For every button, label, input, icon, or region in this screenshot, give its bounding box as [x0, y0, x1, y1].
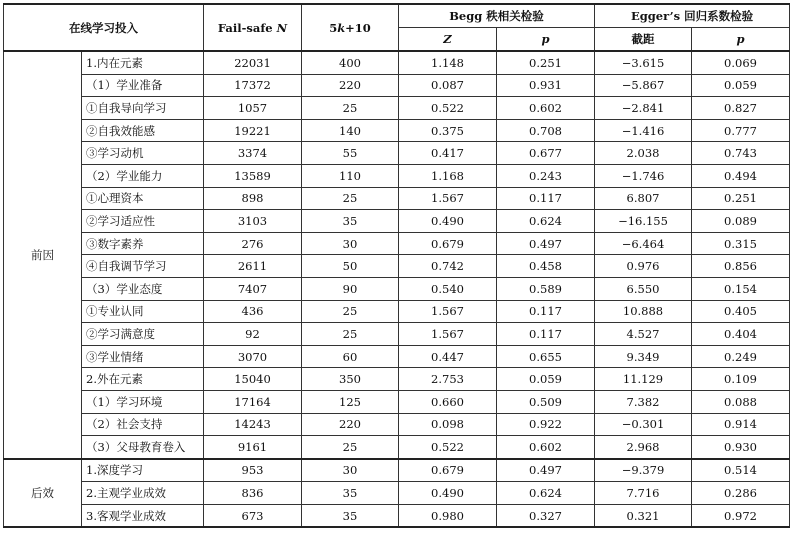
table-row [4, 482, 790, 505]
cell-fail-safe-n: 2611 [204, 255, 302, 278]
cell-egger-intercept: 6.550 [595, 277, 692, 300]
table-row [4, 459, 790, 482]
table-row [4, 300, 790, 323]
cell-5k-plus-10: 55 [302, 142, 399, 165]
header-5k-plus: +10 [345, 20, 371, 35]
cell-5k-plus-10: 35 [302, 504, 399, 527]
cell-5k-plus-10: 220 [302, 413, 399, 436]
cell-egger-p: 0.249 [692, 345, 790, 368]
table-row [4, 51, 790, 74]
cell-begg-z: 0.417 [399, 142, 497, 165]
cell-egger-p: 0.404 [692, 323, 790, 346]
cell-egger-intercept: 0.321 [595, 504, 692, 527]
cell-fail-safe-n: 13589 [204, 164, 302, 187]
cell-begg-p: 0.251 [497, 51, 595, 74]
table-row [4, 210, 790, 233]
table-row [4, 436, 790, 459]
table-row [4, 390, 790, 413]
cell-item: （2）学业能力 [82, 164, 204, 187]
cell-item: ②自我效能感 [82, 119, 204, 142]
cell-begg-z: 0.540 [399, 277, 497, 300]
header-online-learning-engagement: 在线学习投入 [4, 4, 204, 51]
cell-fail-safe-n: 3374 [204, 142, 302, 165]
cell-item: （3）父母教育卷入 [82, 436, 204, 459]
cell-begg-z: 0.447 [399, 345, 497, 368]
header-z: Z [399, 28, 497, 52]
cell-item: ②学习满意度 [82, 323, 204, 346]
cell-egger-p: 0.154 [692, 277, 790, 300]
cell-item: 2.主观学业成效 [82, 482, 204, 505]
cell-5k-plus-10: 25 [302, 97, 399, 120]
cell-egger-p: 0.914 [692, 413, 790, 436]
table-row [4, 74, 790, 97]
cell-egger-intercept: 6.807 [595, 187, 692, 210]
table-row [4, 164, 790, 187]
cell-egger-p: 0.405 [692, 300, 790, 323]
cell-egger-intercept: 10.888 [595, 300, 692, 323]
cell-begg-p: 0.117 [497, 323, 595, 346]
cell-begg-z: 1.168 [399, 164, 497, 187]
cell-fail-safe-n: 15040 [204, 368, 302, 391]
cell-egger-intercept: −2.841 [595, 97, 692, 120]
cell-5k-plus-10: 220 [302, 74, 399, 97]
table-row [4, 97, 790, 120]
cell-egger-intercept: −0.301 [595, 413, 692, 436]
cell-fail-safe-n: 17164 [204, 390, 302, 413]
cell-5k-plus-10: 25 [302, 300, 399, 323]
cell-item: ③数字素养 [82, 232, 204, 255]
cell-egger-p: 0.089 [692, 210, 790, 233]
cell-fail-safe-n: 92 [204, 323, 302, 346]
table-row [4, 255, 790, 278]
cell-5k-plus-10: 35 [302, 210, 399, 233]
cell-begg-p: 0.327 [497, 504, 595, 527]
cell-5k-plus-10: 25 [302, 323, 399, 346]
cell-egger-p: 0.286 [692, 482, 790, 505]
table-row [4, 504, 790, 527]
header-5k-k: k [337, 20, 346, 35]
table-row [4, 323, 790, 346]
cell-5k-plus-10: 50 [302, 255, 399, 278]
cell-5k-plus-10: 400 [302, 51, 399, 74]
table-row [4, 345, 790, 368]
cell-5k-plus-10: 30 [302, 459, 399, 482]
cell-item: （1）学习环境 [82, 390, 204, 413]
header-fail-safe-prefix: Fail-safe [217, 20, 277, 35]
cell-item: 1.内在元素 [82, 51, 204, 74]
cell-item: （2）社会支持 [82, 413, 204, 436]
cell-begg-p: 0.922 [497, 413, 595, 436]
cell-begg-p: 0.243 [497, 164, 595, 187]
cell-begg-p: 0.602 [497, 436, 595, 459]
header-egger-p: p [692, 28, 790, 52]
cell-begg-p: 0.458 [497, 255, 595, 278]
cell-fail-safe-n: 673 [204, 504, 302, 527]
cell-fail-safe-n: 1057 [204, 97, 302, 120]
cell-egger-intercept: 4.527 [595, 323, 692, 346]
cell-item: ①心理资本 [82, 187, 204, 210]
cell-item: 1.深度学习 [82, 459, 204, 482]
header-5k-plus-10 [302, 4, 399, 51]
cell-begg-z: 1.567 [399, 300, 497, 323]
group-label: 前因 [4, 51, 82, 459]
header-fail-safe-n-letter: N [276, 20, 288, 35]
cell-item: ②学习适应性 [82, 210, 204, 233]
group-label: 后效 [4, 459, 82, 528]
cell-egger-intercept: −16.155 [595, 210, 692, 233]
cell-begg-p: 0.602 [497, 97, 595, 120]
cell-begg-p: 0.624 [497, 210, 595, 233]
cell-5k-plus-10: 35 [302, 482, 399, 505]
cell-fail-safe-n: 436 [204, 300, 302, 323]
cell-begg-z: 1.567 [399, 187, 497, 210]
cell-egger-p: 0.251 [692, 187, 790, 210]
table-row [4, 142, 790, 165]
cell-5k-plus-10: 60 [302, 345, 399, 368]
cell-begg-p: 0.117 [497, 300, 595, 323]
cell-5k-plus-10: 25 [302, 187, 399, 210]
table-row [4, 232, 790, 255]
cell-begg-z: 0.742 [399, 255, 497, 278]
cell-egger-p: 0.743 [692, 142, 790, 165]
cell-item: ①自我导向学习 [82, 97, 204, 120]
header-begg-test: Begg 秩相关检验 [399, 4, 595, 28]
cell-begg-z: 0.679 [399, 232, 497, 255]
cell-egger-intercept: 2.968 [595, 436, 692, 459]
header-fail-safe-n [204, 4, 302, 51]
cell-fail-safe-n: 953 [204, 459, 302, 482]
cell-begg-z: 0.522 [399, 97, 497, 120]
cell-egger-intercept: 9.349 [595, 345, 692, 368]
cell-egger-p: 0.088 [692, 390, 790, 413]
table-row [4, 413, 790, 436]
cell-egger-intercept: 7.716 [595, 482, 692, 505]
cell-egger-p: 0.856 [692, 255, 790, 278]
cell-fail-safe-n: 3103 [204, 210, 302, 233]
cell-egger-p: 0.514 [692, 459, 790, 482]
cell-fail-safe-n: 19221 [204, 119, 302, 142]
cell-item: ①专业认同 [82, 300, 204, 323]
cell-fail-safe-n: 7407 [204, 277, 302, 300]
cell-begg-p: 0.677 [497, 142, 595, 165]
cell-egger-p: 0.777 [692, 119, 790, 142]
cell-begg-z: 0.522 [399, 436, 497, 459]
table-header [4, 4, 790, 51]
publication-bias-table [3, 3, 790, 528]
cell-egger-p: 0.972 [692, 504, 790, 527]
cell-item: （1）学业准备 [82, 74, 204, 97]
cell-egger-intercept: −3.615 [595, 51, 692, 74]
cell-fail-safe-n: 14243 [204, 413, 302, 436]
table-row [4, 277, 790, 300]
cell-egger-intercept: 2.038 [595, 142, 692, 165]
cell-begg-z: 0.980 [399, 504, 497, 527]
cell-begg-p: 0.059 [497, 368, 595, 391]
cell-egger-p: 0.930 [692, 436, 790, 459]
cell-begg-z: 1.148 [399, 51, 497, 74]
cell-fail-safe-n: 9161 [204, 436, 302, 459]
cell-egger-intercept: 7.382 [595, 390, 692, 413]
cell-begg-p: 0.497 [497, 232, 595, 255]
cell-5k-plus-10: 90 [302, 277, 399, 300]
cell-item: ③学习动机 [82, 142, 204, 165]
header-intercept: 截距 [595, 28, 692, 52]
cell-item: 2.外在元素 [82, 368, 204, 391]
cell-egger-p: 0.315 [692, 232, 790, 255]
table-body [4, 51, 790, 527]
cell-egger-p: 0.059 [692, 74, 790, 97]
cell-begg-p: 0.117 [497, 187, 595, 210]
cell-item: 3.客观学业成效 [82, 504, 204, 527]
cell-5k-plus-10: 110 [302, 164, 399, 187]
cell-egger-intercept: 11.129 [595, 368, 692, 391]
cell-item: （3）学业态度 [82, 277, 204, 300]
cell-egger-intercept: −1.416 [595, 119, 692, 142]
cell-begg-z: 0.098 [399, 413, 497, 436]
cell-item: ③学业情绪 [82, 345, 204, 368]
cell-fail-safe-n: 17372 [204, 74, 302, 97]
cell-egger-p: 0.827 [692, 97, 790, 120]
cell-5k-plus-10: 140 [302, 119, 399, 142]
cell-egger-p: 0.069 [692, 51, 790, 74]
cell-egger-intercept: 0.976 [595, 255, 692, 278]
cell-begg-p: 0.589 [497, 277, 595, 300]
cell-begg-z: 0.087 [399, 74, 497, 97]
cell-egger-intercept: −5.867 [595, 74, 692, 97]
cell-egger-intercept: −1.746 [595, 164, 692, 187]
cell-begg-p: 0.708 [497, 119, 595, 142]
cell-begg-p: 0.931 [497, 74, 595, 97]
cell-begg-p: 0.624 [497, 482, 595, 505]
cell-begg-z: 2.753 [399, 368, 497, 391]
cell-item: ④自我调节学习 [82, 255, 204, 278]
cell-egger-p: 0.494 [692, 164, 790, 187]
cell-5k-plus-10: 350 [302, 368, 399, 391]
cell-begg-z: 0.679 [399, 459, 497, 482]
cell-5k-plus-10: 25 [302, 436, 399, 459]
cell-begg-z: 0.375 [399, 119, 497, 142]
header-5k-five: 5 [329, 20, 338, 35]
cell-egger-p: 0.109 [692, 368, 790, 391]
cell-begg-p: 0.509 [497, 390, 595, 413]
cell-fail-safe-n: 3070 [204, 345, 302, 368]
cell-fail-safe-n: 22031 [204, 51, 302, 74]
cell-fail-safe-n: 836 [204, 482, 302, 505]
table-row [4, 368, 790, 391]
cell-begg-z: 0.660 [399, 390, 497, 413]
header-begg-p: p [497, 28, 595, 52]
cell-5k-plus-10: 125 [302, 390, 399, 413]
table-row [4, 119, 790, 142]
cell-begg-z: 0.490 [399, 210, 497, 233]
cell-5k-plus-10: 30 [302, 232, 399, 255]
cell-fail-safe-n: 898 [204, 187, 302, 210]
header-egger-test: Egger’s 回归系数检验 [595, 4, 790, 28]
cell-begg-p: 0.497 [497, 459, 595, 482]
cell-begg-z: 1.567 [399, 323, 497, 346]
cell-egger-intercept: −6.464 [595, 232, 692, 255]
cell-begg-z: 0.490 [399, 482, 497, 505]
cell-fail-safe-n: 276 [204, 232, 302, 255]
cell-begg-p: 0.655 [497, 345, 595, 368]
table-row [4, 187, 790, 210]
cell-egger-intercept: −9.379 [595, 459, 692, 482]
